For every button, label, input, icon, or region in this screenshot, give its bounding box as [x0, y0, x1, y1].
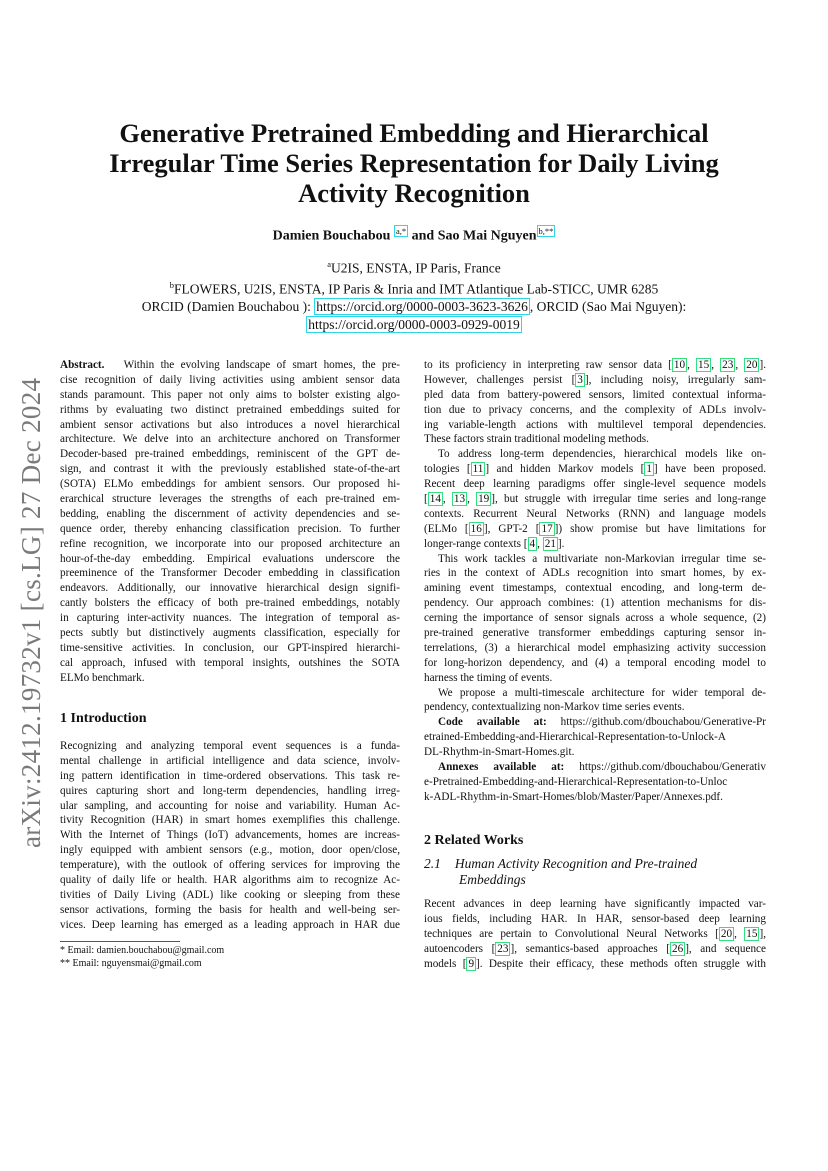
abstract-line: preeminence of the Transformer Decoder embedding in classification — [60, 567, 400, 580]
abstract-line: architecture. We delve into an architecture anchored on Transformer — [60, 433, 400, 446]
citation-link[interactable]: 20 — [720, 927, 733, 940]
footnotes — [60, 944, 224, 970]
abstract-line: pects subtly but distinctively augments classification, especially for — [60, 627, 400, 640]
section-heading-related-works: 2 Related Works — [424, 833, 524, 848]
citation-link[interactable]: 21 — [544, 537, 556, 550]
paragraph-line: longer-range contexts [ 4 , 21 ]. — [424, 537, 565, 550]
code-url-line[interactable]: etrained-Embedding-and-Hierarchical-Representation-to-Unlock-A — [424, 731, 726, 744]
citation-link[interactable]: 13 — [453, 493, 466, 506]
paragraph-line: ular sampling, and accounting for noise and variability. Human Ac- — [60, 799, 400, 812]
subsection-title: Human Activity Recognition and Pre-trained — [454, 856, 698, 871]
paragraph-line: tologies [ 11 ] and hidden Markov models [ 1 ] have been proposed. — [424, 463, 766, 476]
abstract-line: Abstract. Within the evolving landscape of smart homes, the pre- — [60, 359, 401, 371]
section-heading-introduction: 1 Introduction — [60, 711, 147, 726]
paragraph-line: pled data from battery-powered sensors, limited contextual informa- — [424, 388, 766, 401]
citation-link[interactable]: 15 — [698, 359, 710, 371]
code-url-line[interactable]: DL-Rhythm-in-Smart-Homes.git. — [424, 746, 575, 759]
paragraph-line: amining event timestamps, contextual encoding, and long-term de- — [424, 582, 766, 595]
abstract-line: (SOTA) ELMo embeddings for ambient sensors. Our proposed hi- — [60, 478, 400, 491]
abstract-line: hour-of-the-day embedding. Empirical evaluations underscore the — [60, 552, 400, 565]
citation-link[interactable]: 14 — [429, 493, 441, 506]
paragraph-line: ing variable-length actions with multilevel temporal dependencies. — [424, 418, 766, 431]
citation-link[interactable]: 17 — [541, 522, 553, 535]
abstract-line: cantly bolsters the efficacy of both pre-trained embeddings, notably — [60, 597, 400, 610]
citation-link[interactable]: 3 — [577, 373, 583, 386]
title-line: Irregular Time Series Representation for Daily Living — [109, 148, 719, 178]
abstract-line: ELMo benchmark. — [60, 671, 145, 684]
annexes-url[interactable]: https://github.com/dbouchabou/Generativ — [564, 761, 766, 774]
citation-link[interactable]: 19 — [478, 493, 490, 506]
abstract-line: in capturing inter-activity nuances. The integration of temporal as- — [60, 612, 400, 625]
arxiv-sidebar-stamp: arXiv:2412.19732v1 [cs.LG] 27 Dec 2024 — [16, 377, 46, 848]
author-list — [40, 226, 788, 245]
introduction-body — [60, 739, 400, 933]
citation-link[interactable]: 20 — [746, 359, 758, 371]
orcid-link[interactable]: https://orcid.org/0000-0003-0929-0019 — [308, 316, 520, 332]
citation-link[interactable]: 11 — [472, 463, 484, 476]
citation-link[interactable]: 10 — [673, 359, 686, 371]
annexes-label: Annexes available at: — [438, 761, 565, 774]
footnote: ** Email: nguyensmai@gmail.com — [60, 958, 202, 969]
paragraph-line: This work tackles a multivariate non-Markovian irregular time se- — [438, 552, 766, 565]
paragraph-line: quality of daily life or health. HAR algorithms aim to recognize Ac- — [60, 874, 400, 887]
title-line: Activity Recognition — [298, 178, 530, 208]
abstract-label: Abstract. — [60, 359, 105, 371]
paragraph-line: ing pattern identification in time-ordered observations. This task re- — [60, 769, 400, 782]
title-line: Generative Pretrained Embedding and Hierarchical — [119, 118, 709, 148]
citation-link[interactable]: 4 — [529, 537, 536, 550]
paragraph-line: vices. Deep learning has emerged as a leading approach in HAR due — [60, 918, 400, 931]
paragraph-line: for long-horizon dependency, and (4) a temporal encoding model to — [424, 656, 766, 669]
introduction-continued — [424, 358, 766, 805]
citation-link[interactable]: 9 — [468, 957, 475, 970]
abstract-line: erarchical structure leverages the strengths of each pre-trained em- — [60, 493, 400, 506]
annexes-url-line[interactable]: k-ADL-Rhythm-in-Smart-Homes/blob/Master/Paper/Annexes.pdf. — [424, 790, 723, 803]
paragraph-line: Recent advances in deep learning have significantly impacted var- — [424, 898, 766, 910]
paragraph-line: ingly equipped with ambient sensors (e.g., motion, door open/close, — [60, 844, 400, 857]
affiliation-line: $^b$FLOWERS, U2IS, ENSTA, IP Paris & Inria and IMT Atlantique Lab-STICC, UMR 6285 — [169, 280, 659, 297]
abstract-line: rithms by evaluating two distinct pretrained embeddings suited for — [60, 403, 400, 416]
orcid-prefix: ORCID (Damien Bouchabou ): — [141, 299, 315, 314]
paragraph-line: With the Internet of Things (IoT) advancements, homes are increas- — [60, 829, 400, 842]
subsection-number: 2.1 — [424, 856, 441, 871]
paragraph-line: techniques are pertain to Convolutional Neural Networks [ 20 , 15 ], — [424, 927, 766, 940]
citation-link[interactable]: 1 — [646, 463, 652, 476]
paragraph-line: cerning the importance of sensor signals across a whole sequence, (2) — [424, 612, 766, 625]
abstract-line: sign, and contrast it with the previously established state-of-the-art — [60, 463, 400, 476]
paragraph-line: contexts. Recurrent Neural Networks (RNN) and language models — [424, 507, 766, 520]
abstract-line: ambient sensor activations but also introduces a novel hierarchical — [60, 418, 400, 431]
paper-title — [40, 118, 788, 208]
paragraph-line: tivities of Daily Living (ADL) like cooking or sleeping from these — [60, 888, 400, 901]
author-name: Sao Mai Nguyen — [437, 228, 537, 244]
paragraph-line: terrelations, (3) a hierarchical model emphasizing activity succession — [424, 641, 766, 654]
citation-link[interactable]: 15 — [746, 927, 758, 940]
paragraph-line: tivity Recognition (HAR) in smart homes exemplifies this challenge. — [60, 814, 400, 827]
abstract-line: cal approach, infused with temporal insights, outshines the SOTA — [60, 656, 400, 669]
abstract-line: refine recognition, we incorporate into our proposed architecture an — [60, 537, 400, 550]
paragraph-line: pre-trained generative transformer embeddings capturing sensor in- — [424, 627, 766, 640]
abstract — [60, 358, 400, 686]
citation-link[interactable]: 23 — [497, 942, 509, 955]
affiliations — [40, 256, 788, 333]
abstract-line: stands paramount. This paper not only aims to bolster existing algo- — [60, 388, 400, 401]
paragraph-line: temperature), with the outlook of offering services for improving the — [60, 859, 400, 872]
paragraph-line: However, challenges persist [ 3 ], including noisy, irregularly sam- — [424, 373, 766, 386]
author-separator: and — [408, 228, 438, 244]
paragraph-line: We propose a multi-timescale architecture for wider temporal de- — [438, 686, 766, 699]
subsection-heading — [424, 856, 766, 888]
orcid-line — [40, 298, 788, 316]
citation-link[interactable]: 16 — [470, 522, 482, 535]
abstract-line: cise recognition of daily living activities using ambient sensor data — [60, 373, 400, 386]
paragraph-line: ious fields, including HAR. In HAR, sensor-based deep learning — [424, 912, 766, 925]
paragraph-line: pendency, contextualizing non-Markov time series events. — [424, 701, 685, 714]
paragraph-line: To address long-term dependencies, hierarchical models like on- — [438, 448, 766, 461]
subsection-title-continued: Embeddings — [459, 872, 526, 887]
related-works-body — [424, 897, 766, 971]
orcid-link[interactable]: https://orcid.org/0000-0003-3623-3626 — [316, 299, 528, 314]
paragraph-line: Recognizing and analyzing temporal event sequences is a funda- — [60, 740, 400, 752]
affiliation-line: $^a$U2IS, ENSTA, IP Paris, France — [327, 259, 501, 276]
annexes-url-line[interactable]: e-Pretrained-Embedding-and-Hierarchical-Representation-to-Unloc — [424, 775, 728, 788]
author-name: Damien Bouchabou — [272, 228, 391, 244]
paragraph-line: to its proficiency in interpreting raw sensor data [ 10 , 15 , 23 , 20 ]. — [424, 359, 767, 371]
paragraph-line: pendency. Our approach combines: (1) attention mechanisms for dis- — [424, 597, 766, 610]
author-affiliation-mark[interactable]: a,* — [395, 226, 407, 236]
affiliation-mark: a — [327, 259, 331, 269]
footnote: * Email: damien.bouchabou@gmail.com — [60, 945, 225, 956]
paragraph-line: quires capturing short and long-term dependencies, handling irreg- — [60, 784, 400, 797]
paragraph-line: autoencoders [ 23 ], semantics-based approaches [ 26 ], and sequence — [424, 942, 766, 955]
abstract-line: endeavors. Additionally, our innovative hierarchical design signifi- — [60, 582, 400, 595]
paragraph-line: Recent deep learning paradigms offer single-level sequence models — [424, 478, 766, 491]
paragraph-line: harness the timing of events. — [424, 671, 553, 684]
author-affiliation-mark[interactable]: b,** — [538, 226, 554, 236]
abstract-line: time-sensitive activities. In conclusion, our GPT-inspired hierarchi- — [60, 641, 400, 654]
abstract-line: quence order, thereby enhancing classification precision. To further — [60, 522, 400, 535]
paragraph-line: models [ 9 ]. Despite their efficacy, these methods often struggle with — [424, 957, 766, 970]
paragraph-line: ries in the context of ADLs recognition into smart homes, by ex- — [424, 567, 766, 580]
abstract-line: bedding, enabling the discernment of activity dependencies and se- — [60, 507, 400, 520]
paragraph-line: mental challenge in artificial intelligence and data science, involv- — [60, 754, 400, 767]
abstract-line: Decoder-based pre-trained embeddings, reminiscent of the GPT de- — [60, 448, 400, 461]
orcid-line — [40, 316, 788, 334]
citation-link[interactable]: 23 — [722, 359, 734, 371]
code-url[interactable]: https://github.com/dbouchabou/Generative-Pr — [546, 716, 767, 729]
paragraph-line: tion due to privacy concerns, and the complexity of ADLs involv- — [424, 403, 766, 416]
orcid-mid: , ORCID (Sao Mai Nguyen): — [529, 299, 687, 314]
code-label: Code available at: — [438, 716, 547, 729]
paragraph-line: sensor activations, forming the basis for health and well-being ser- — [60, 903, 400, 916]
paragraph-line: [ 14 , 13 , 19 ], but struggle with irregular time series and long-range — [424, 493, 766, 506]
footnote-rule — [60, 941, 180, 942]
code-availability-line — [424, 715, 766, 730]
paragraph-line: (ELMo [ 16 ], GPT-2 [ 17 ]) show promise but have limitations for — [424, 522, 766, 535]
paragraph-line: These factors strain traditional modeling methods. — [424, 433, 649, 446]
citation-link[interactable]: 26 — [672, 942, 684, 955]
affiliation-mark: b — [169, 280, 175, 290]
annexes-availability-line — [424, 760, 766, 775]
